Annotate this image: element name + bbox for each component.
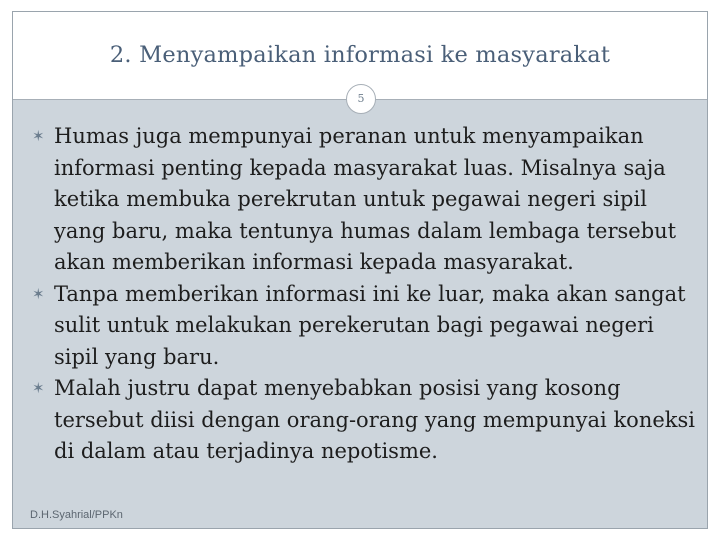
bullet-text: Malah justru dapat menyebabkan posisi yang kosong tersebut diisi dengan orang-orang yang mempunyai koneksi di dalam atau terjadinya nepotisme. [54, 376, 695, 463]
bullet-text: Tanpa memberikan informasi ini ke luar, maka akan sangat sulit untuk melakukan perekerutan bagi pegawai negeri sipil yang baru. [54, 281, 686, 369]
bullet-text: Humas juga mempunyai peranan untuk menyampaikan informasi penting kepada masyarakat luas. Misalnya saja ketika membuka perekrutan untuk pegawai negeri sipil yang baru, maka tentunya humas dalam lembaga tersebut akan memberikan informasi kepada masyarakat. [54, 124, 677, 274]
footer-author: D.H.Syahrial/PPKn [30, 509, 123, 521]
swoosh-bullet-icon: ✶ [32, 284, 45, 303]
slide-title: 2. Menyampaikan informasi ke masyarakat [109, 42, 611, 68]
bullet-item [22, 121, 698, 279]
slide-number-badge: 5 [346, 84, 376, 114]
swoosh-bullet-icon: ✶ [32, 127, 45, 145]
bullet-list [22, 121, 698, 468]
swoosh-bullet-icon: ✶ [32, 379, 45, 397]
bullet-item [22, 279, 698, 374]
bullet-item [22, 373, 698, 468]
